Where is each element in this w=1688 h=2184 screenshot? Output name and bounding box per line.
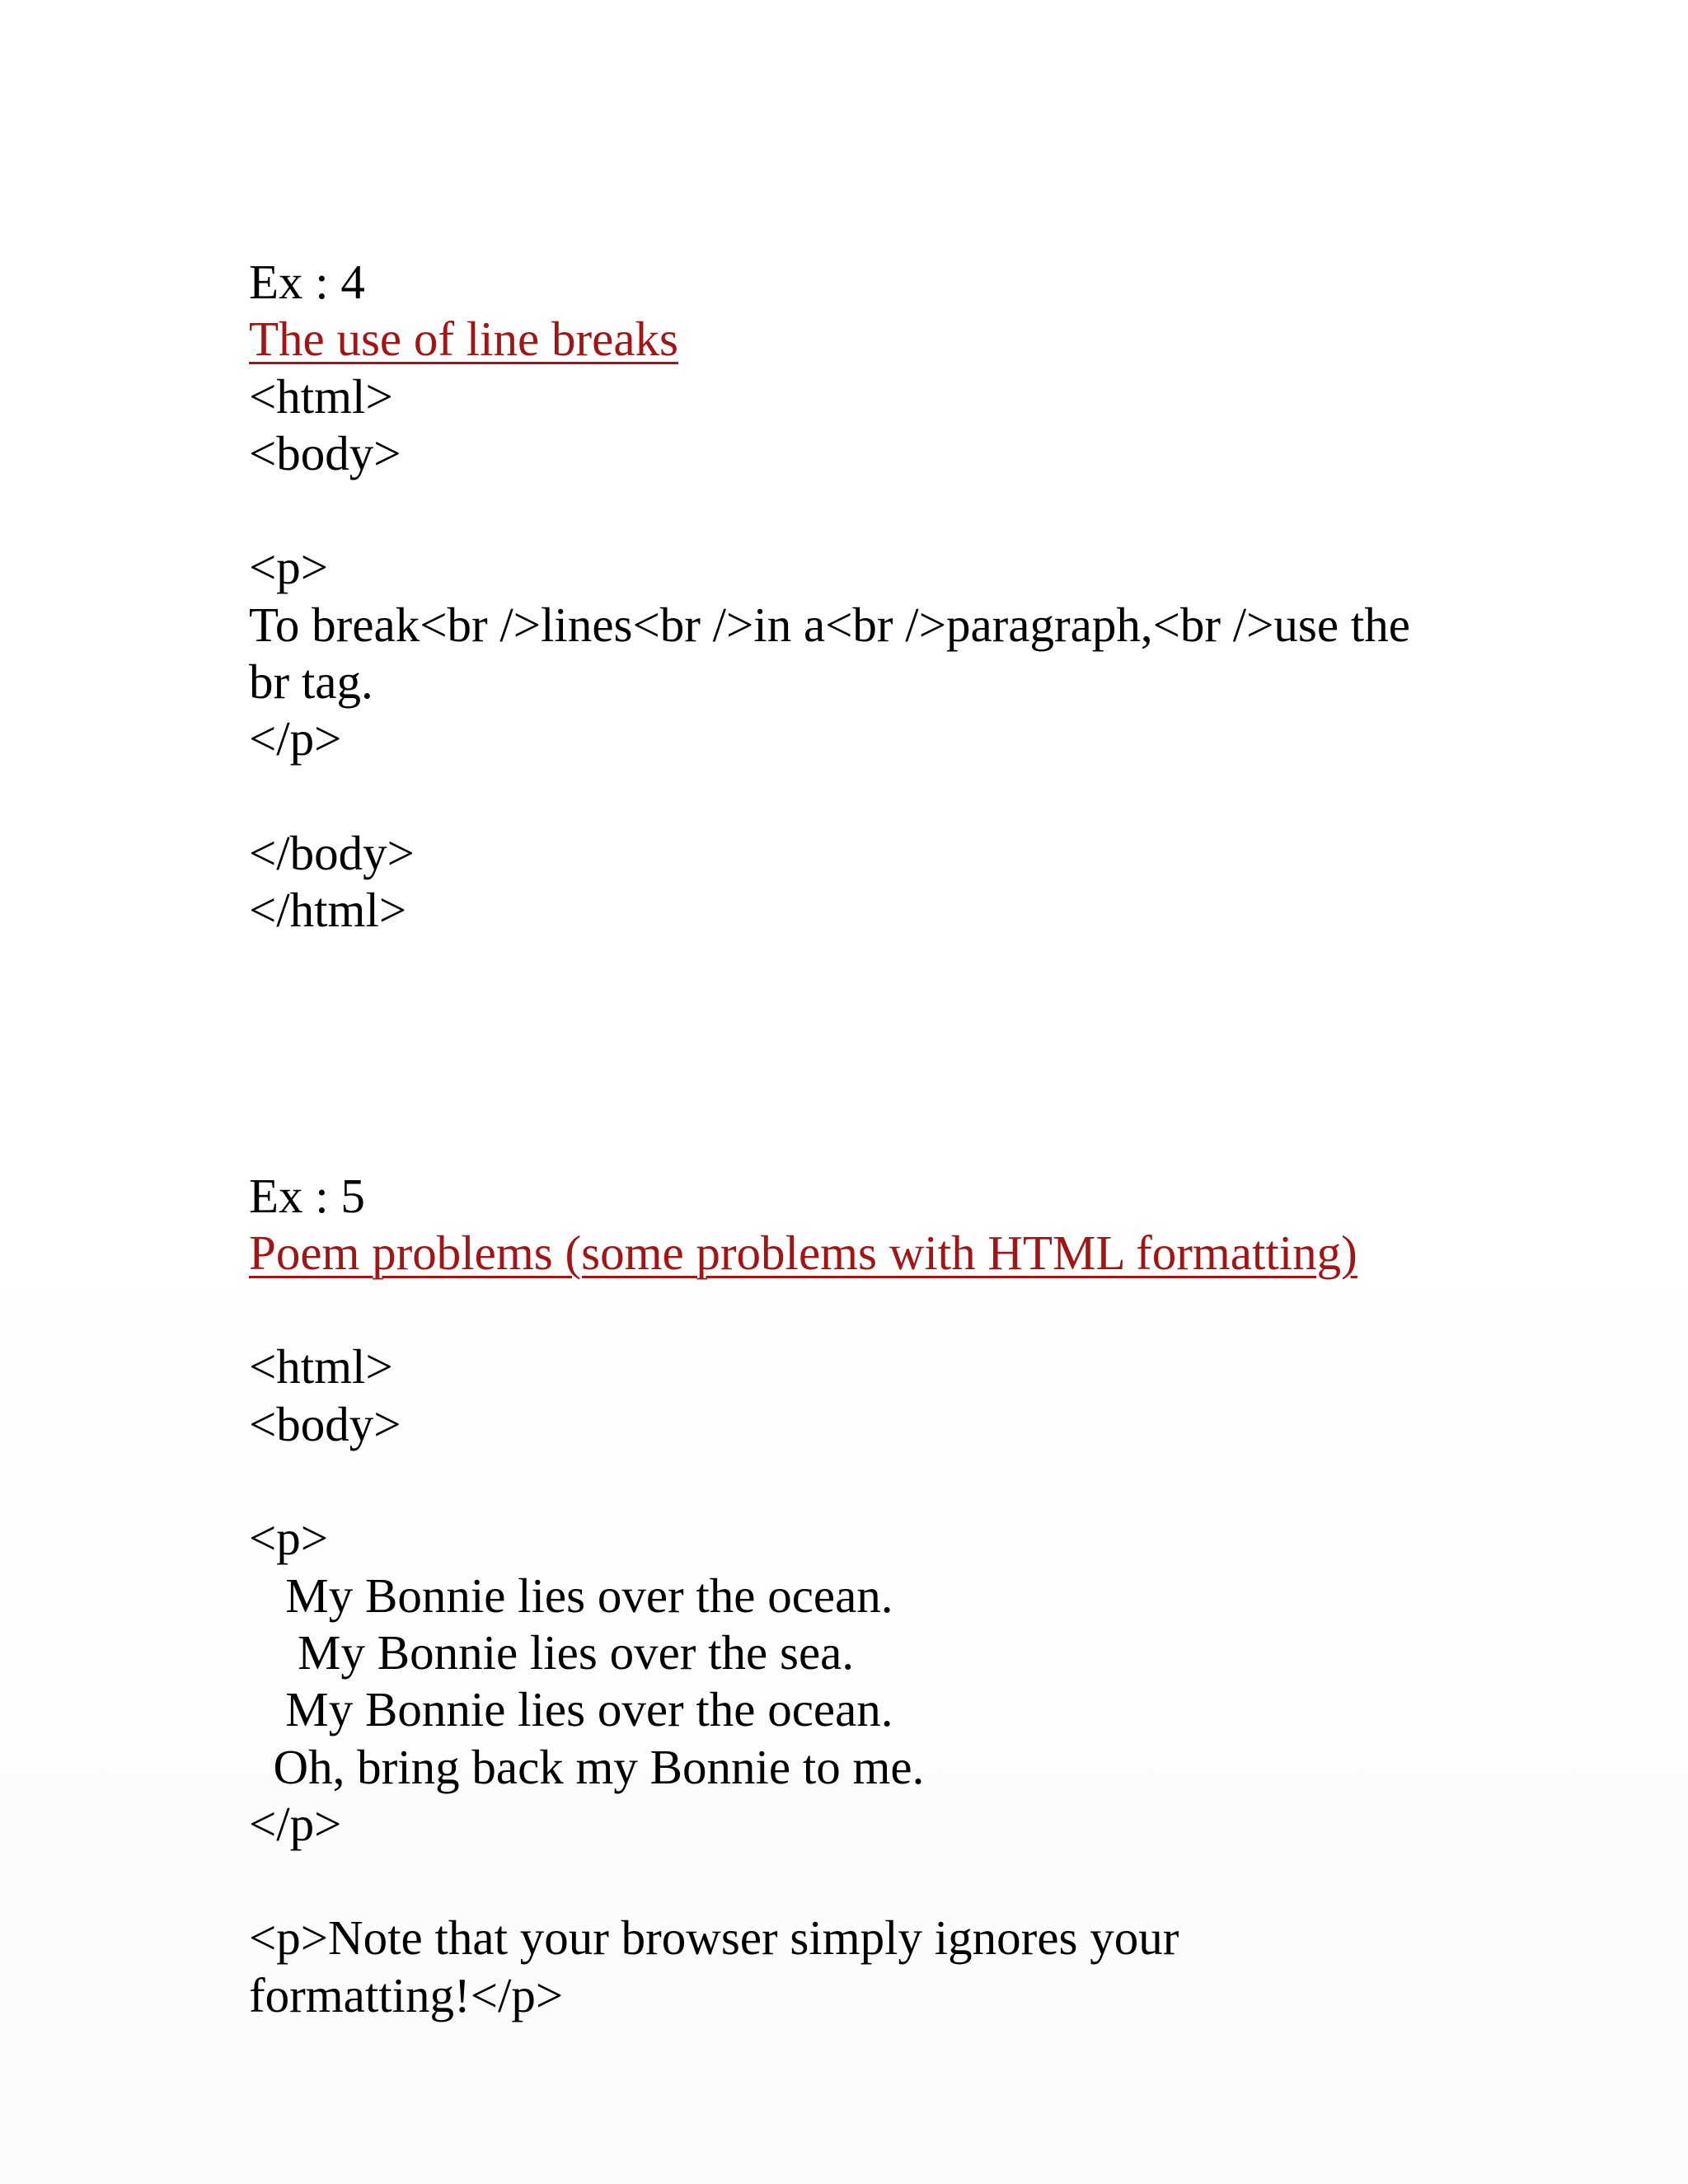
- example-4-code-close-html: </html>: [249, 883, 407, 938]
- example-4-code-close-p: </p>: [249, 711, 342, 766]
- example-5-note-line-2: formatting!</p>: [249, 1967, 564, 2022]
- example-4-code-close-body: </body>: [249, 825, 415, 880]
- example-4-code-text-line-1: To break<br />lines<br />in a<br />paragraph,<br />use the: [249, 597, 1410, 652]
- spacer: [249, 1453, 1485, 1510]
- example-4-code-open-html: <html>: [249, 368, 393, 424]
- example-5-poem-line-4: Oh, bring back my Bonnie to me.: [249, 1739, 925, 1794]
- example-4-code-open-body: <body>: [249, 425, 401, 480]
- spacer: [249, 1282, 1485, 1338]
- example-5-note-line-1: <p>Note that your browser simply ignores your: [249, 1910, 1179, 1966]
- example-5-code-open-p: <p>: [249, 1511, 329, 1566]
- spacer: [249, 482, 1485, 539]
- example-4-label: Ex : 4: [249, 255, 365, 309]
- document-content: [249, 254, 1485, 2024]
- spacer: [249, 1853, 1485, 1910]
- example-4-code-text-line-2: br tag.: [249, 654, 373, 710]
- section-gap: [249, 940, 1485, 1168]
- example-5-poem-line-1: My Bonnie lies over the ocean.: [249, 1568, 893, 1623]
- example-4-code-open-p: <p>: [249, 540, 329, 595]
- example-5-code-open-html: <html>: [249, 1339, 393, 1394]
- example-5-code-close-p: </p>: [249, 1796, 342, 1851]
- example-5-label: Ex : 5: [249, 1168, 365, 1223]
- example-5-poem-line-2: My Bonnie lies over the sea.: [249, 1624, 855, 1680]
- spacer: [249, 768, 1485, 825]
- example-5-poem-line-3: My Bonnie lies over the ocean.: [249, 1682, 893, 1737]
- example-4-title: The use of line breaks: [249, 312, 678, 367]
- example-5-title: Poem problems (some problems with HTML formatting): [249, 1225, 1357, 1280]
- example-5-code-open-body: <body>: [249, 1396, 401, 1451]
